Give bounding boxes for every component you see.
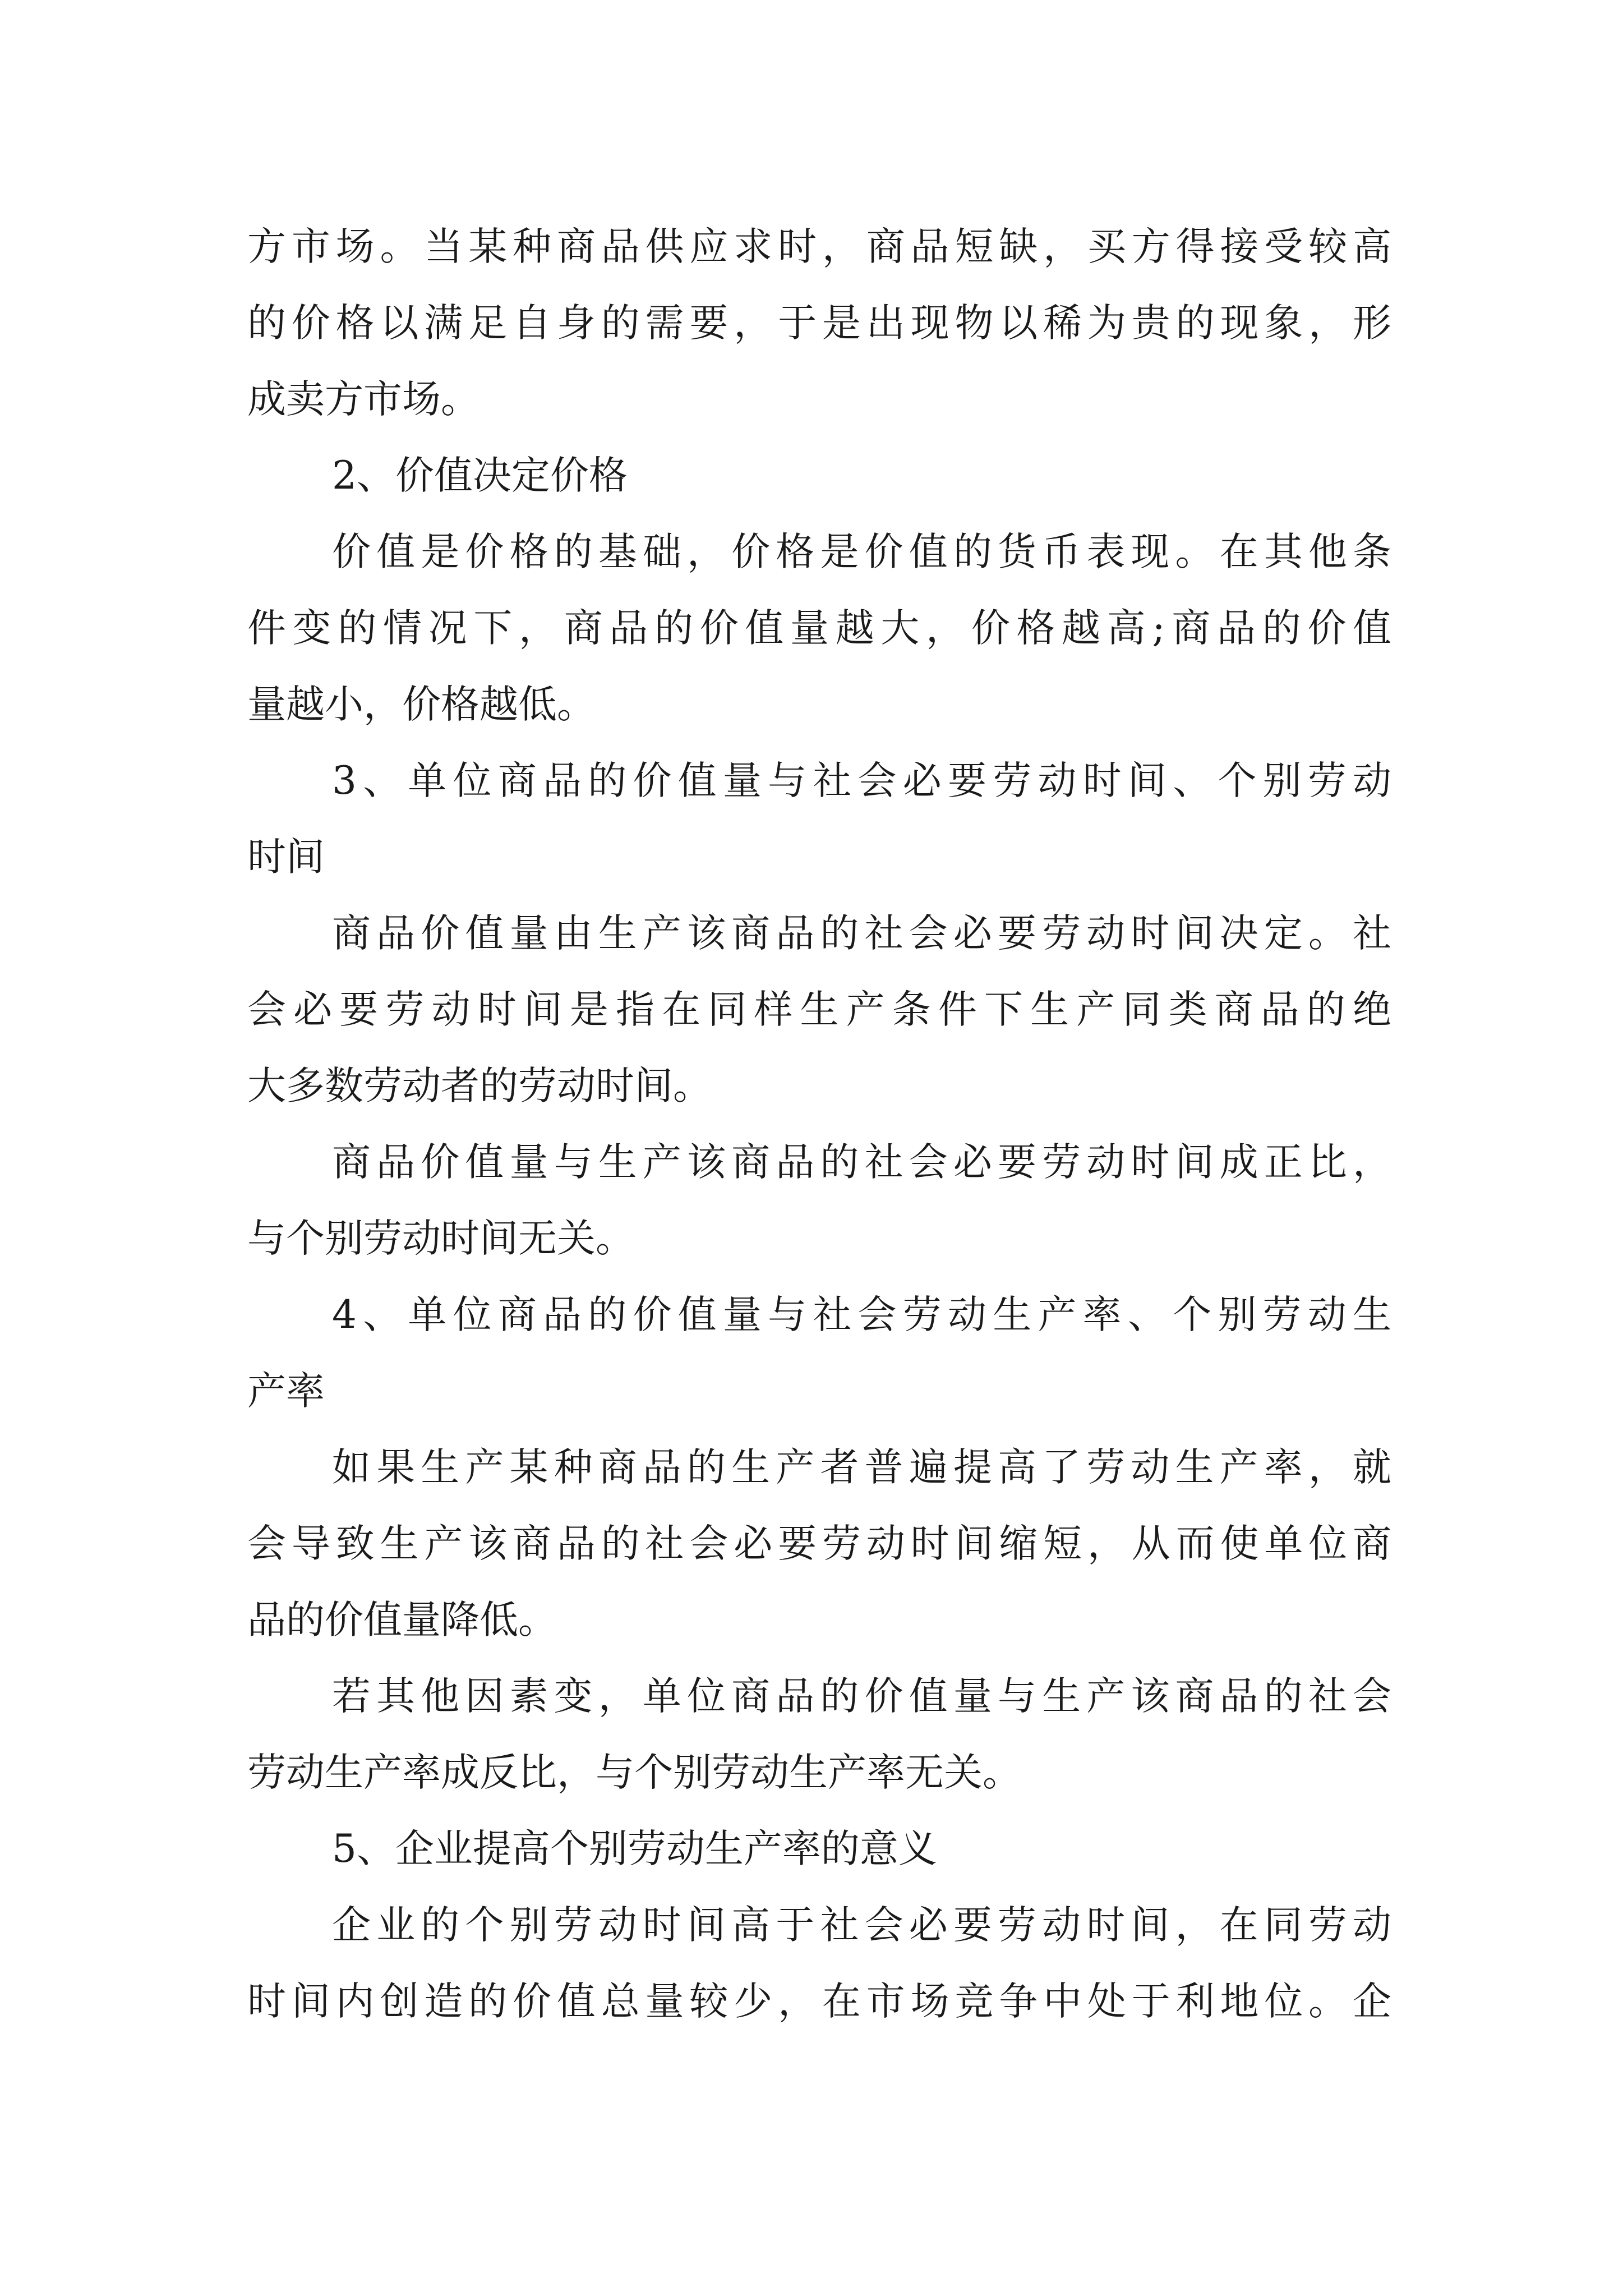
text-line: 会导致生产该商品的社会必要劳动时间缩短，从而使单位商 bbox=[247, 1521, 1391, 1566]
text-line: 如果生产某种商品的生产者普遍提高了劳动生产率，就 bbox=[332, 1445, 1391, 1490]
text-line: 与个别劳动时间无关。 bbox=[247, 1216, 634, 1261]
section-heading: 时间 bbox=[247, 835, 325, 880]
text-line: 价值是价格的基础，价格是价值的货币表现。在其他条 bbox=[332, 530, 1391, 574]
text-line: 大多数劳动者的劳动时间。 bbox=[247, 1064, 712, 1108]
text-line: 商品价值量与生产该商品的社会必要劳动时间成正比， bbox=[332, 1140, 1391, 1185]
text-line: 成卖方市场。 bbox=[247, 377, 479, 422]
section-heading: 产率 bbox=[247, 1369, 325, 1414]
section-heading: 5、企业提高个别劳动生产率的意义 bbox=[332, 1826, 937, 1871]
text-line: 企业的个别劳动时间高于社会必要劳动时间，在同劳动 bbox=[332, 1903, 1391, 1948]
text-line: 件变的情况下，商品的价值量越大，价格越高;商品的价值 bbox=[247, 606, 1391, 651]
text-line: 方市场。当某种商品供应求时，商品短缺，买方得接受较高 bbox=[247, 224, 1391, 269]
text-line: 劳动生产率成反比，与个别劳动生产率无关。 bbox=[247, 1750, 1021, 1795]
text-line: 时间内创造的价值总量较少，在市场竞争中处于利地位。企 bbox=[247, 1979, 1391, 2024]
text-line: 品的价值量降低。 bbox=[247, 1598, 557, 1642]
text-line: 若其他因素变，单位商品的价值量与生产该商品的社会 bbox=[332, 1674, 1391, 1719]
text-line: 的价格以满足自身的需要，于是出现物以稀为贵的现象，形 bbox=[247, 301, 1391, 346]
text-line: 量越小，价格越低。 bbox=[247, 682, 596, 727]
section-heading: 2、价值决定价格 bbox=[332, 453, 628, 498]
section-heading: 4、单位商品的价值量与社会劳动生产率、个别劳动生 bbox=[332, 1292, 1391, 1337]
text-line: 会必要劳动时间是指在同样生产条件下生产同类商品的绝 bbox=[247, 987, 1391, 1032]
text-line: 商品价值量由生产该商品的社会必要劳动时间决定。社 bbox=[332, 911, 1391, 956]
section-heading: 3、单位商品的价值量与社会必要劳动时间、个别劳动 bbox=[332, 758, 1391, 803]
